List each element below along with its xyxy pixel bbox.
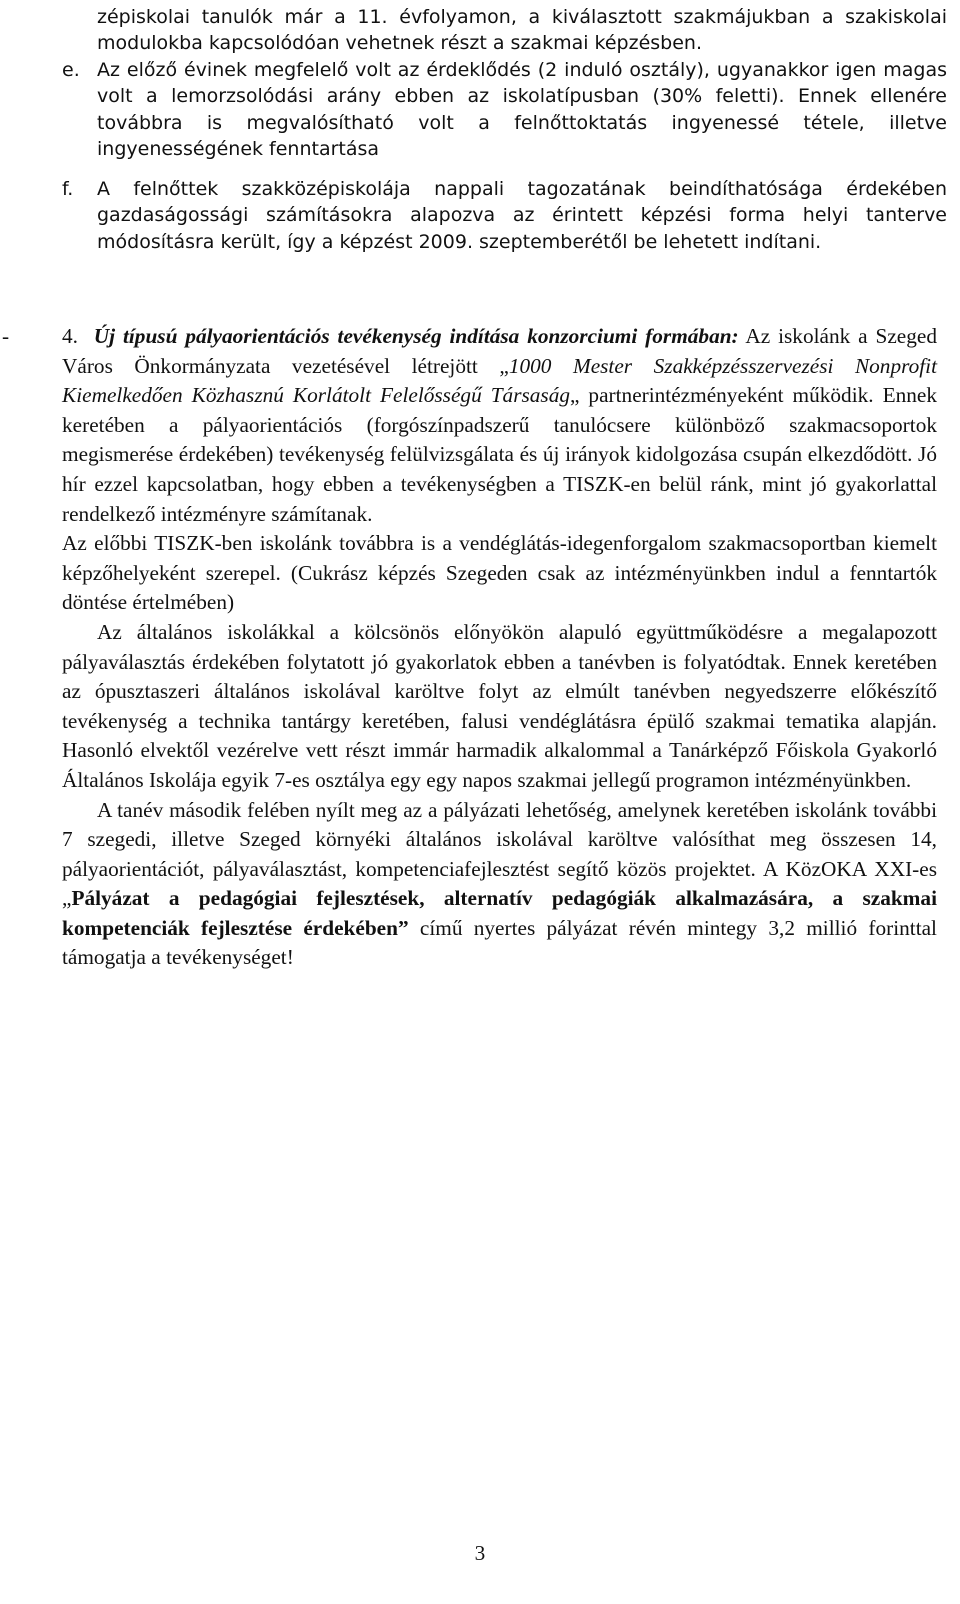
list-item-text: Az előző évinek megfelelő volt az érdeklődés (2 induló osztály), ugyanakkor igen magas volt a lemorzsolódási arány ebben az iskolatípusban (30% feletti). Ennek ellenére továbbra is megvalósítható volt a felnőttoktatás ingyenessé tétele, illetve ingyenességének fenntartása	[97, 59, 947, 161]
grant-title: Pályázat a pedagógiai fejlesztések, alternatív pedagógiák alkalmazására, a szakmai kompetenciák fejlesztése érdekében”	[62, 886, 937, 940]
paragraph-4	[62, 796, 937, 974]
paragraph-2: Az előbbi TISZK-ben iskolánk továbbra is a vendéglátás-idegenforgalom szakmacsoportban kiemelt képzőhelyeként szerepel. (Cukrász képzés Szegeden csak az intézményünkben indul a fenntartók döntése értelmében)	[62, 531, 937, 615]
page-number: 3	[474, 1541, 486, 1565]
list-item-f	[62, 176, 947, 255]
paragraph-1	[62, 322, 937, 529]
paragraph-3: Az általános iskolákkal a kölcsönös előnyökön alapuló együttműködésre a megalapozott pályaválasztás érdekében folytatott jó gyakorlatok ebben a tanévben is folyatódtak. Ennek keretében az ópusztaszeri általános iskolával karöltve folyt az elmúlt tanévben negyedszerre előkészítő tevékenység a technika tantárgy keretében, falusi vendéglátásra épülő szakmai tematika alapján. Hasonló elvektől vezérelve vett részt immár harmadik alkalommal a Tanárképző Főiskola Gyakorló Általános Iskolája egyik 7-es osztálya egy egy napos szakmai jellegű programon intézményünkben.	[62, 619, 937, 792]
paragraph-4-part-a: A tanév második felében nyílt meg az a pályázati lehetőség, amelynek keretében iskolánk további 7 szegedi, illetve Szeged környéki általános iskolával karöltve valósíthat meg összesen 14, pályaorientációt, pályaválasztást, kompetenciafejlesztést segítő közös projektet. A KözOKA XXI-es „	[62, 797, 937, 911]
list-marker: f.	[62, 178, 74, 200]
list-continuation: zépiskolai tanulók már a 11. évfolyamon, a kiválasztott szakmájukban a szakiskolai modulokba kapcsolódóan vehetnek részt a szakmai képzésben.	[97, 6, 947, 55]
list-item-e	[62, 57, 947, 163]
section-body	[62, 322, 937, 973]
section-heading: Új típusú pályaorientációs tevékenység indítása konzorciumi formában:	[93, 324, 739, 348]
list-marker: e.	[62, 59, 80, 81]
section-number: 4.	[62, 324, 78, 348]
organization-name: 1000 Mester Szakképzésszervezési Nonprofit Kiemelkedően Közhasznú Korlátolt Felelősségű Társaság	[62, 353, 937, 408]
paragraph-4-part-b: című nyertes pályázat révén mintegy 3,2 millió forinttal támogatja a tevékenységet!	[62, 915, 937, 970]
section-dash: -	[2, 324, 10, 348]
list-item-text: A felnőttek szakközépiskolája nappali tagozatának beindíthatósága érdekében gazdaságossági számításokra alapozva az érintett képzési forma helyi tanterve módosításra került, így a képzést 2009. szeptemberétől be lehetett indítani.	[97, 178, 947, 253]
paragraph-1-part-b: „ partnerintézményeként működik. Ennek keretében a pályaorientációs (forgószínpadszerű tanulócsere különböző szakmacsoportok megismerése érdekében) tevékenység felülvizsgálata és új irányok kidolgozása csupán elkezdődött. Jó hír ezzel kapcsolatban, hogy ebben a tevékenységben a TISZK-en belül ránk, mint jó gyakorlattal rendelkező intézményre számítanak.	[62, 383, 937, 526]
paragraph-1-part-a: Az iskolánk a Szeged Város Önkormányzata vezetésével létrejött „	[62, 324, 938, 378]
